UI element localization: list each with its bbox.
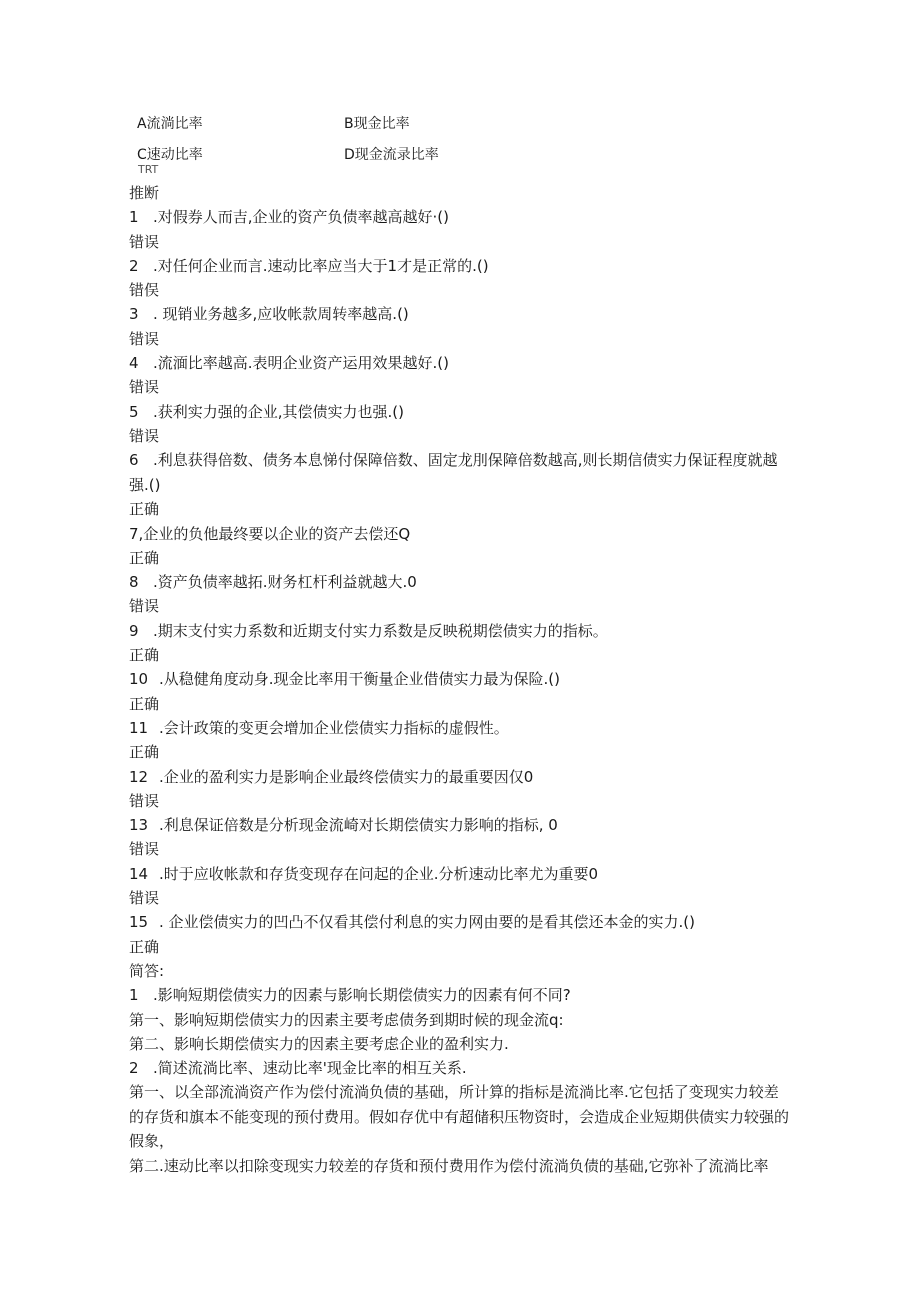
question-number: 1 — [129, 986, 139, 1005]
question-number: 1 — [129, 208, 139, 227]
judge-answer: 错误 — [129, 597, 160, 616]
judge-question — [129, 619, 789, 643]
judge-answer: 正确 — [129, 937, 160, 956]
judge-answer: 错俣 — [129, 281, 160, 300]
judge-answer: 错误 — [129, 791, 160, 810]
question-text: .时于应收帐款和存货变现存在问起的企业.分析速动比率尤为重要0 — [159, 864, 599, 883]
cut-off-text-label: TRT — [138, 163, 159, 176]
judge-answer: 错误 — [129, 232, 160, 251]
judge-question — [129, 351, 789, 375]
question-text: .对假券人而吉,企业的资产负债率越高越好·() — [153, 208, 450, 227]
question-text: .获利实力强的企业,其偿债实力也强.() — [153, 402, 405, 421]
question-text: .简述流淌比率、速动比率'现金比率的相互关系. — [153, 1059, 467, 1078]
question-text: .企业的盈利实力是影响企业最终偿债实力的最重要因仅0 — [159, 767, 534, 786]
question-text: .期末支付实力系数和近期支付实力系数是反映税期偿债实力的指标。 — [153, 621, 608, 640]
judge-question — [129, 254, 789, 278]
judge-question — [129, 813, 789, 837]
option-d: D现金流录比率 — [344, 147, 439, 163]
judge-question — [129, 910, 789, 934]
judge-answer: 正确 — [129, 646, 160, 665]
option-c: C速动比率 — [137, 147, 203, 163]
question-number: 8 — [129, 573, 139, 592]
short-answer-line: 第一、影响短期偿债实力的因素主要考虑债务到期时候的现金流q: — [129, 1010, 564, 1029]
judge-answer: 正确 — [129, 743, 160, 762]
choice-options — [137, 113, 537, 175]
question-text: . 企业偿债实力的凹凸不仅看其偿付利息的实力网由要的是看其偿还本金的实力.() — [159, 913, 696, 932]
question-text: 企业的负他最终要以企业的资产去偿还Q — [143, 524, 411, 543]
section-heading-judge: 推断 — [129, 184, 160, 202]
question-number: 14 — [129, 864, 149, 883]
question-text: .利息获得倍数、债务本息悌付保障倍数、固定龙刖保障倍数越高,则长期信债实力保证程度就越强.() — [129, 451, 778, 494]
question-number: 12 — [129, 767, 149, 786]
question-text: .资产负债率越拓.财务杠杆利益就越大.0 — [153, 573, 417, 592]
question-text: .流湎比率越高.表明企业资产运用效果越好.() — [153, 354, 450, 373]
short-answer-paragraph: 第一、以全部流淌资产作为偿付流淌负债的基础，所计算的指标是流淌比率.它包括了变现实力较差的存货和旗本不能变现的预付费用。假如存优中有超储积压物资时，会造成企业短期供债实力较强的假象， — [129, 1083, 790, 1151]
judge-question — [129, 765, 789, 789]
judge-question — [129, 667, 789, 691]
question-number: 7, — [129, 524, 144, 543]
short-question — [129, 1056, 789, 1080]
judge-question — [129, 302, 789, 326]
judge-question — [129, 205, 789, 229]
option-row — [137, 113, 537, 144]
judge-question — [129, 522, 789, 546]
question-text: .利息保证倍数是分析现金流崎对长期偿债实力影响的指标, 0 — [159, 816, 558, 835]
option-a: A流淌比率 — [137, 116, 203, 132]
judge-question — [129, 448, 789, 497]
question-text: .从稳健角度动身.现金比率用干衡量企业借债实力最为保险.() — [159, 670, 561, 689]
option-row — [137, 144, 537, 175]
judge-answer: 错误 — [129, 889, 160, 908]
judge-question — [129, 716, 789, 740]
short-answer-line: 第二、影响长期偿债实力的因素主要考虑企业的盈利实力. — [129, 1034, 509, 1053]
question-text: .对任何企业而言.速动比率应当大于1才是正常的.() — [153, 256, 489, 275]
question-number: 5 — [129, 402, 139, 421]
cut-off-text — [138, 163, 164, 177]
judge-answer: 正确 — [129, 548, 160, 567]
judge-answer: 错误 — [129, 378, 160, 397]
question-number: 4 — [129, 354, 139, 373]
question-number: 15 — [129, 913, 149, 932]
question-number: 13 — [129, 816, 149, 835]
section-heading-short-answer: 简答: — [129, 961, 165, 980]
question-text: .会计政策的变更会增加企业偿债实力指标的虚假性。 — [159, 718, 509, 737]
question-number: 9 — [129, 621, 139, 640]
judge-question — [129, 400, 789, 424]
judge-answer: 错误 — [129, 840, 160, 859]
document-body — [129, 181, 789, 1178]
judge-answer: 错误 — [129, 426, 160, 445]
option-b: B现金比率 — [344, 116, 410, 132]
question-number: 10 — [129, 670, 149, 689]
judge-answer: 正确 — [129, 694, 160, 713]
question-text: .影响短期偿债实力的因素与影响长期偿债实力的因素有何不同? — [153, 986, 571, 1005]
short-question — [129, 983, 789, 1007]
short-answer-line: 第二.速动比率以扣除变现实力较差的存货和预付费用作为偿付流淌负债的基础,它弥补了流淌比率 — [129, 1156, 769, 1175]
question-number: 2 — [129, 1059, 139, 1078]
judge-question — [129, 862, 789, 886]
judge-answer: 正确 — [129, 500, 160, 519]
question-number: 2 — [129, 256, 139, 275]
judge-question — [129, 570, 789, 594]
question-text: . 现销业务越多,应收帐款周转率越高.() — [153, 305, 409, 324]
question-number: 3 — [129, 305, 139, 324]
question-number: 6 — [129, 451, 139, 470]
judge-answer: 错误 — [129, 329, 160, 348]
question-number: 11 — [129, 718, 149, 737]
